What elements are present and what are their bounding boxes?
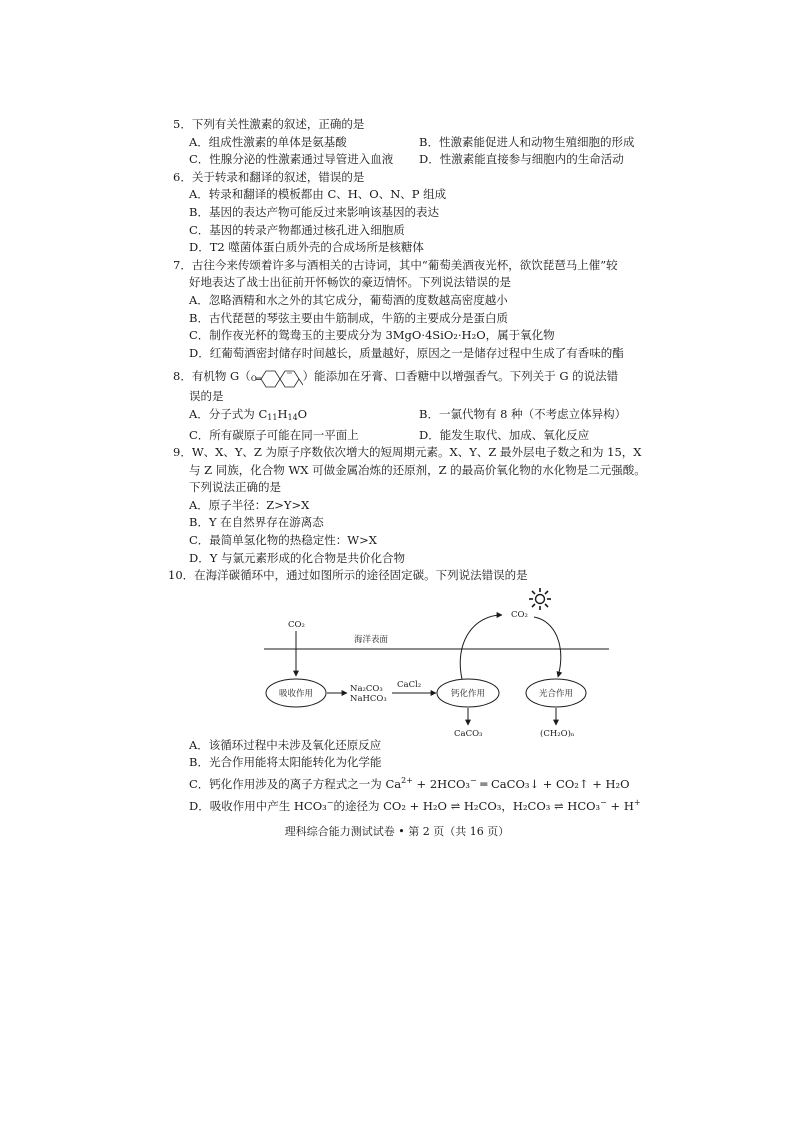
question-5-stem: 5．下列有关性激素的叙述，正确的是 xyxy=(173,117,365,131)
question-8-stem-line-1 xyxy=(173,366,643,388)
question-10-stem: 10．在海洋碳循环中，通过如图所示的途径固定碳。下列说法错误的是 xyxy=(168,568,528,583)
question-5-option-b: B．性激素能促进人和动物生殖细胞的形成 xyxy=(419,134,635,149)
question-8 xyxy=(173,366,643,444)
question-10-option-d-mid: 的途径为 CO₂ + H₂O ⇌ H₂CO₃，H₂CO₃ ⇌ HCO₃ xyxy=(333,798,601,813)
question-9-option-a: A．原子半径：Z>Y>X xyxy=(189,497,310,512)
ch2o-label: (CH₂O)ₙ xyxy=(540,728,575,737)
question-7-option-a: A．忽略酒精和水之外的其它成分，葡萄酒的度数越高密度越小 xyxy=(189,292,508,307)
question-8-option-a-sub-2: 14 xyxy=(287,412,298,422)
question-7-option-b: B．古代琵琶的琴弦主要由牛筋制成，牛筋的主要成分是蛋白质 xyxy=(189,310,508,325)
question-7-option-d: D．红葡萄酒密封储存时间越长，质量越好，原因之一是储存过程中生成了有香味的酯 xyxy=(189,345,624,360)
question-8-stem-line-2: 误的是 xyxy=(189,389,224,404)
question-5-option-a: A．组成性激素的单体是氨基酸 xyxy=(189,134,347,149)
question-5 xyxy=(173,116,643,169)
na2co3-label: Na₂CO₃ xyxy=(350,683,383,694)
question-8-option-b: B．一氯代物有 8 种（不考虑立体异构） xyxy=(419,406,627,421)
co2-top-label: CO₂ xyxy=(511,609,528,620)
question-8-stem-pre: 8．有机物 G（ xyxy=(173,369,251,384)
question-5-option-d: D．性激素能直接参与细胞内的生命活动 xyxy=(419,152,624,167)
question-10-option-c-sup-1: 2+ xyxy=(401,776,413,786)
question-9-option-d: D．Y 与氯元素形成的化合物是共价化合物 xyxy=(189,550,405,565)
question-8-option-a-sub-1: 11 xyxy=(267,412,278,422)
question-7 xyxy=(173,257,643,363)
question-8-row-1 xyxy=(189,406,643,427)
question-9-stem-line-3: 下列说法正确的是 xyxy=(189,480,281,495)
question-10-option-c-sup-2: − xyxy=(470,776,477,786)
question-10-option-a: A．该循环过程中未涉及氧化还原反应 xyxy=(189,737,382,752)
question-10-option-c xyxy=(189,772,638,794)
carbon-cycle-diagram xyxy=(184,587,654,737)
question-10-option-d-sup-2: − xyxy=(600,797,607,807)
question-6-stem: 6．关于转录和翻译的叙述，错误的是 xyxy=(173,169,365,184)
co2-uptake-arrow xyxy=(534,617,561,677)
question-6-option-c: C．基因的转录产物都通过核孔进入细胞质 xyxy=(189,222,405,237)
question-5-option-c: C．性腺分泌的性激素通过导管进入血液 xyxy=(189,152,394,167)
question-8-option-a-mid: H xyxy=(277,406,288,421)
calcification-label: 钙化作用 xyxy=(450,688,486,699)
question-10-option-d-post: + H xyxy=(606,798,634,813)
carbon-cycle-svg xyxy=(184,587,654,737)
question-10-option-d-pre: D．吸收作用中产生 HCO₃ xyxy=(189,798,327,813)
question-8-option-c: C．所有碳原子可能在同一平面上 xyxy=(189,427,359,442)
question-6-option-d: D．T2 噬菌体蛋白质外壳的合成场所是核糖体 xyxy=(189,240,424,255)
question-7-stem-line-2: 好地表达了战士出征前开怀畅饮的豪迈情怀。下列说法错误的是 xyxy=(189,275,511,290)
question-7-option-c: C．制作夜光杯的鸳鸯玉的主要成分为 3MgO·4SiO₂·H₂O，属于氧化物 xyxy=(189,328,555,343)
question-6 xyxy=(173,169,643,257)
question-8-row-2 xyxy=(189,427,643,445)
question-10-option-b: B．光合作用能将太阳能转化为化学能 xyxy=(189,755,382,770)
question-10-option-d xyxy=(189,794,641,816)
question-9-stem-line-1: 9．W、X、Y、Z 为原子序数依次增大的短周期元素。X、Y、Z 最外层电子数之和为 15，X xyxy=(173,445,642,460)
question-6-option-a: A．转录和翻译的模板都由 C、H、O、N、P 组成 xyxy=(189,187,447,202)
question-10-option-d-sup-1: − xyxy=(326,797,334,807)
question-5-row-2 xyxy=(189,151,643,169)
question-8-option-a xyxy=(189,406,419,427)
sun-icon xyxy=(529,588,551,610)
question-6-option-b: B．基因的表达产物可能反过来影响该基因的表达 xyxy=(189,204,439,219)
question-10-option-c-post: ═ CaCO₃↓ + CO₂↑ + H₂O xyxy=(476,777,630,792)
question-9-stem-line-2: 与 Z 同族，化合物 WX 可做金属冶炼的还原剂，Z 的最高价氧化物的水化物是二元强酸。 xyxy=(189,462,646,477)
page-footer: 理科综合能力测试试卷 • 第 2 页（共 16 页） xyxy=(284,825,510,838)
co2-release-arrow xyxy=(460,615,502,679)
molecule-g-structure-icon xyxy=(251,366,303,388)
nahco3-label: NaHCO₃ xyxy=(350,693,387,704)
photosynthesis-label: 光合作用 xyxy=(538,688,574,699)
question-10-option-c-pre: C．钙化作用涉及的离子方程式之一为 Ca xyxy=(189,777,402,792)
question-8-option-d: D．能发生取代、加成、氧化反应 xyxy=(419,427,590,442)
co2-left-label: CO₂ xyxy=(288,619,305,630)
question-7-stem-line-1: 7．古往今来传颂着许多与酒相关的古诗词，其中“葡萄美酒夜光杯，欲饮琵琶马上催”较 xyxy=(173,257,618,272)
question-9-option-b: B．Y 在自然界存在游离态 xyxy=(189,515,324,530)
question-10-option-d-sup-3: + xyxy=(633,797,641,807)
caco3-label: CaCO₃ xyxy=(454,728,483,737)
question-10 xyxy=(168,567,641,815)
cacl2-label: CaCl₂ xyxy=(397,679,422,690)
question-5-row-1 xyxy=(189,134,643,152)
molecule-oxygen-label: O xyxy=(250,375,257,384)
questions xyxy=(0,116,794,815)
question-8-option-a-post: O xyxy=(297,406,308,421)
question-9-option-c: C．最简单氢化物的热稳定性：W>X xyxy=(189,533,377,548)
question-9 xyxy=(173,444,646,567)
question-8-option-a-pre: A．分子式为 C xyxy=(189,406,268,421)
question-10-option-c-mid: + 2HCO₃ xyxy=(412,777,471,792)
absorption-label: 吸收作用 xyxy=(278,688,314,699)
question-8-stem-post: ）能添加在牙膏、口香糖中以增强香气。下列关于 G 的说法错 xyxy=(302,369,619,384)
sea-surface-label: 海洋表面 xyxy=(354,634,389,645)
